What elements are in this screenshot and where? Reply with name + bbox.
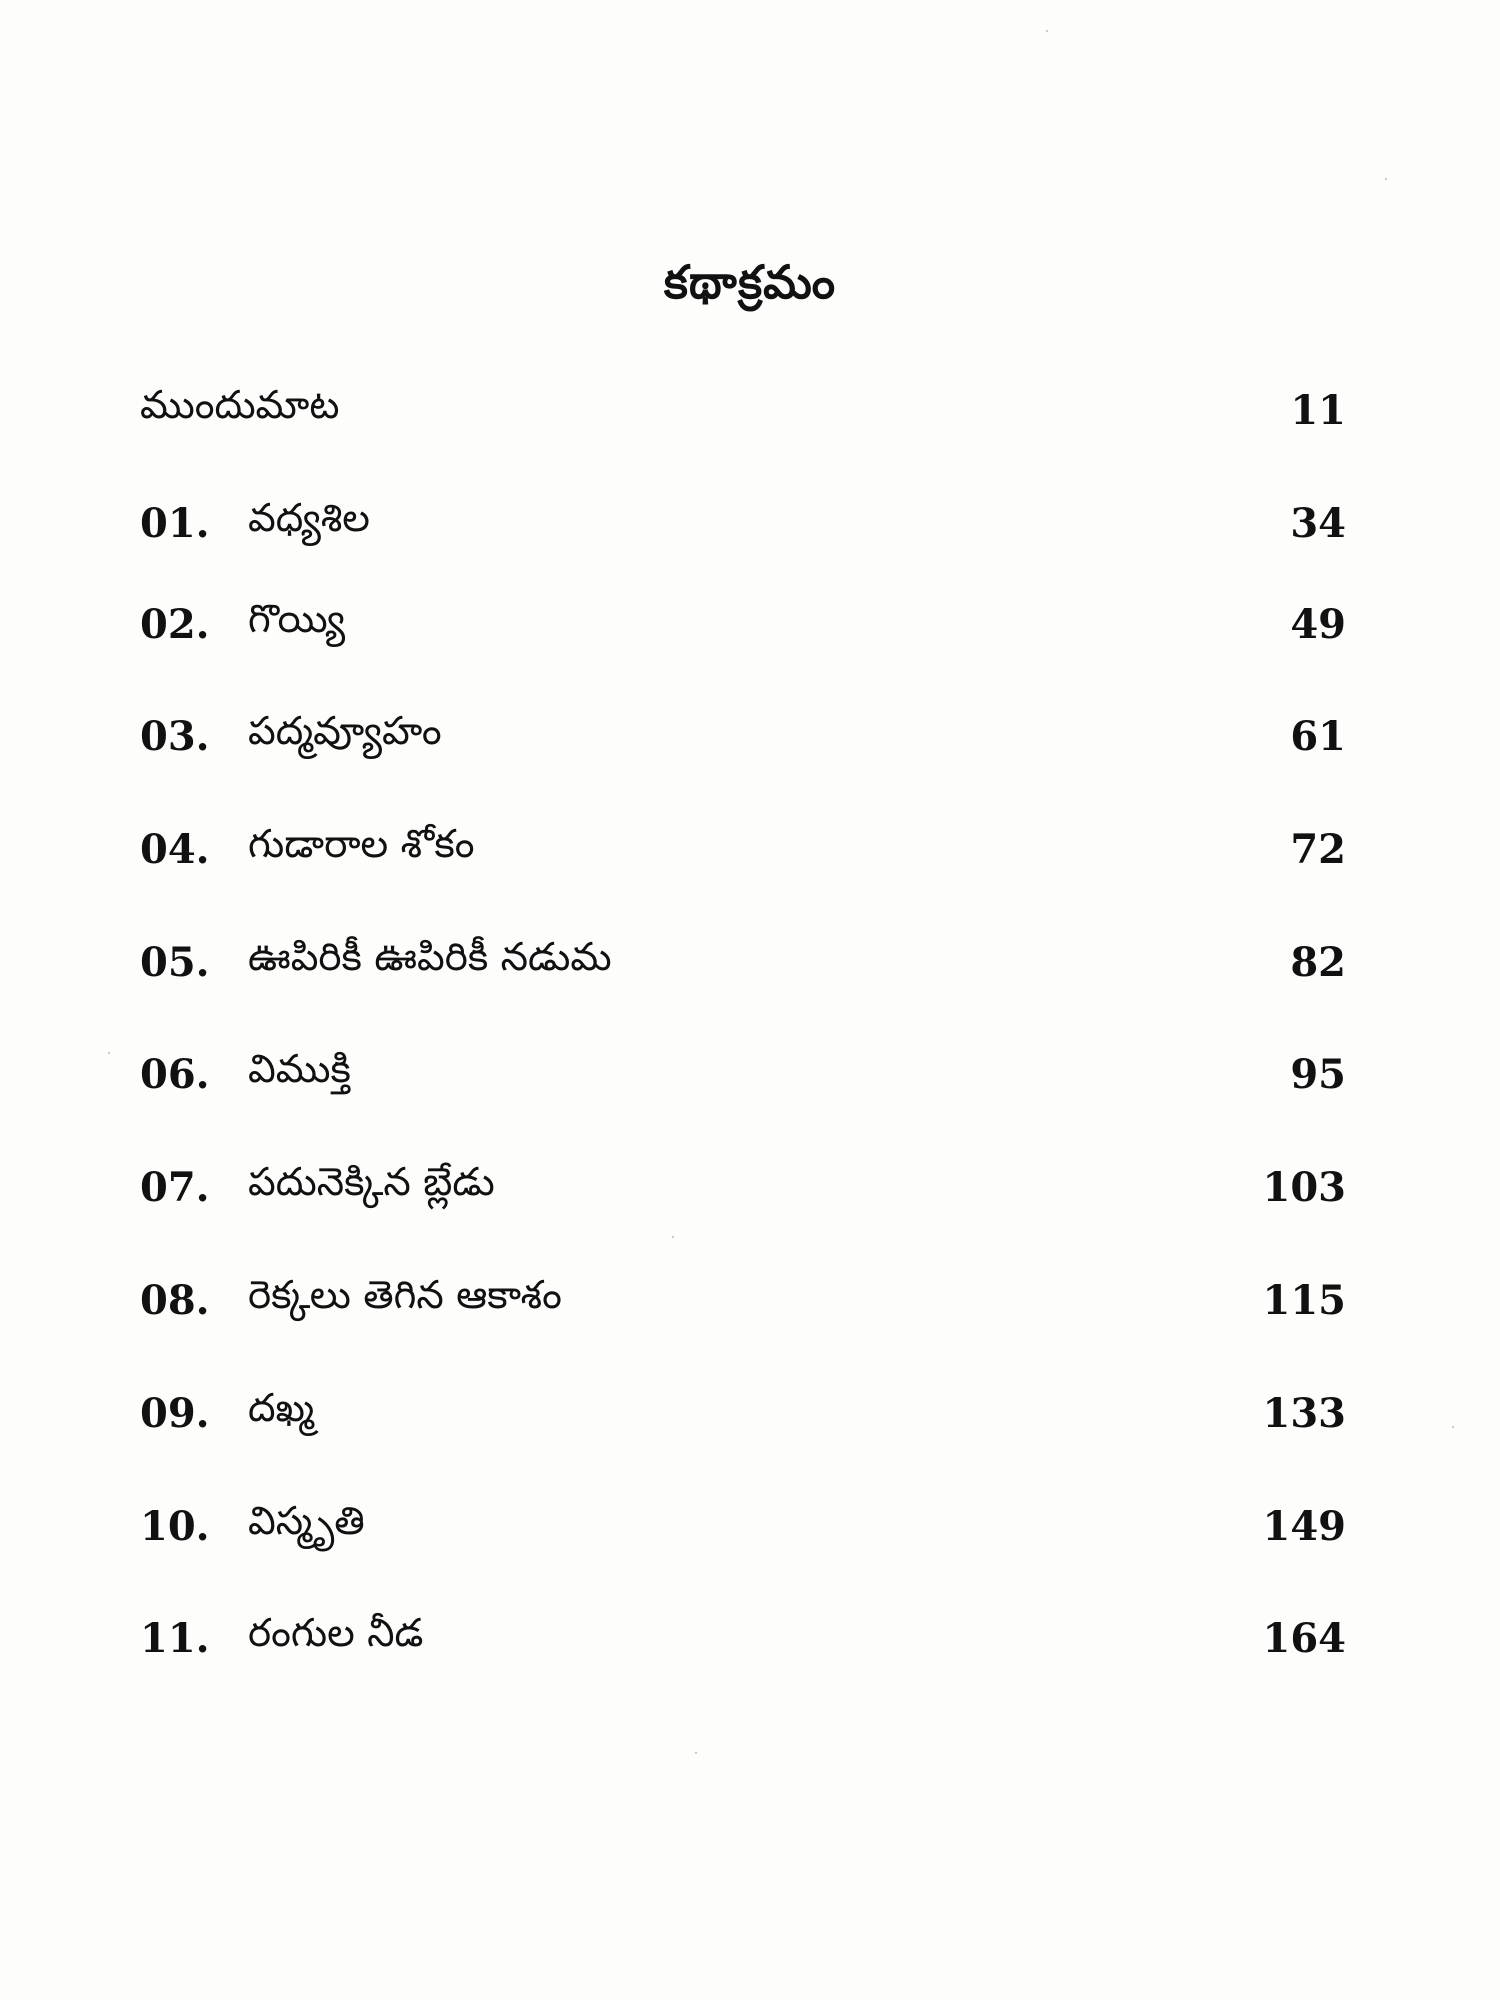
toc-entry-page: 34 bbox=[1290, 499, 1346, 547]
scan-speck bbox=[108, 1052, 110, 1054]
toc-entry-number: 05. bbox=[140, 938, 210, 986]
toc-entry-page: 103 bbox=[1262, 1163, 1346, 1211]
toc-entry-number: 08. bbox=[140, 1276, 210, 1324]
toc-entry bbox=[140, 589, 1346, 659]
scan-speck bbox=[695, 1752, 697, 1754]
toc-entry-number: 07. bbox=[140, 1163, 210, 1211]
toc-entry-foreword bbox=[140, 375, 1346, 445]
toc-entry-title: వధ్యశిల bbox=[248, 496, 370, 541]
toc-entry-page: 49 bbox=[1290, 600, 1346, 648]
toc-entry-page: 149 bbox=[1262, 1502, 1346, 1550]
toc-entry-title: విముక్తి bbox=[248, 1047, 351, 1092]
toc-entry bbox=[140, 927, 1346, 997]
toc-entry bbox=[140, 814, 1346, 884]
toc-entry-title: దఖ్మ bbox=[248, 1386, 315, 1431]
toc-entry bbox=[140, 1603, 1346, 1673]
toc-entry-page: 61 bbox=[1290, 712, 1346, 760]
toc-entry-number: 10. bbox=[140, 1502, 210, 1550]
toc-entry bbox=[140, 1378, 1346, 1448]
toc-entry-title: ముందుమాట bbox=[140, 383, 340, 428]
toc-entry-title: ఊపిరికీ ఊపిరికీ నడుమ bbox=[248, 935, 612, 980]
page-title: కథాక్రమం bbox=[663, 255, 837, 309]
toc-entry-number: 04. bbox=[140, 825, 210, 873]
scan-speck bbox=[672, 1236, 674, 1238]
toc-entry-page: 133 bbox=[1262, 1389, 1346, 1437]
toc-entry-title: రెక్కలు తెగిన ఆకాశం bbox=[248, 1273, 562, 1318]
toc-entry-title: గొయ్యి bbox=[248, 597, 346, 642]
toc-entry-number: 06. bbox=[140, 1050, 210, 1098]
toc-entry-title: రంగుల నీడ bbox=[248, 1611, 424, 1656]
toc-entry-number: 11. bbox=[140, 1614, 210, 1662]
toc-entry-title: పద్మవ్యూహం bbox=[248, 709, 442, 754]
toc-entry-number: 02. bbox=[140, 600, 210, 648]
toc-entry-number: 01. bbox=[140, 499, 210, 547]
toc-entry-page: 11 bbox=[1290, 386, 1346, 434]
toc-entry bbox=[140, 1265, 1346, 1335]
scan-speck bbox=[1046, 30, 1048, 32]
toc-entry bbox=[140, 1039, 1346, 1109]
toc-entry-number: 09. bbox=[140, 1389, 210, 1437]
toc-entry-page: 115 bbox=[1262, 1276, 1346, 1324]
toc-entry-page: 164 bbox=[1262, 1614, 1346, 1662]
toc-entry bbox=[140, 701, 1346, 771]
toc-entry bbox=[140, 1152, 1346, 1222]
toc-entry-page: 82 bbox=[1290, 938, 1346, 986]
toc-entry-page: 95 bbox=[1290, 1050, 1346, 1098]
toc-entry-title: విస్మృతి bbox=[248, 1499, 365, 1544]
toc-entry bbox=[140, 1491, 1346, 1561]
toc-entry-page: 72 bbox=[1290, 825, 1346, 873]
toc-entry-number: 03. bbox=[140, 712, 210, 760]
toc-entry-title: గుడారాల శోకం bbox=[248, 822, 475, 867]
toc-entry bbox=[140, 488, 1346, 558]
scan-speck bbox=[1452, 1426, 1454, 1428]
scan-speck bbox=[1385, 178, 1387, 180]
toc-entry-title: పదునెక్కిన బ్లేడు bbox=[248, 1160, 495, 1205]
